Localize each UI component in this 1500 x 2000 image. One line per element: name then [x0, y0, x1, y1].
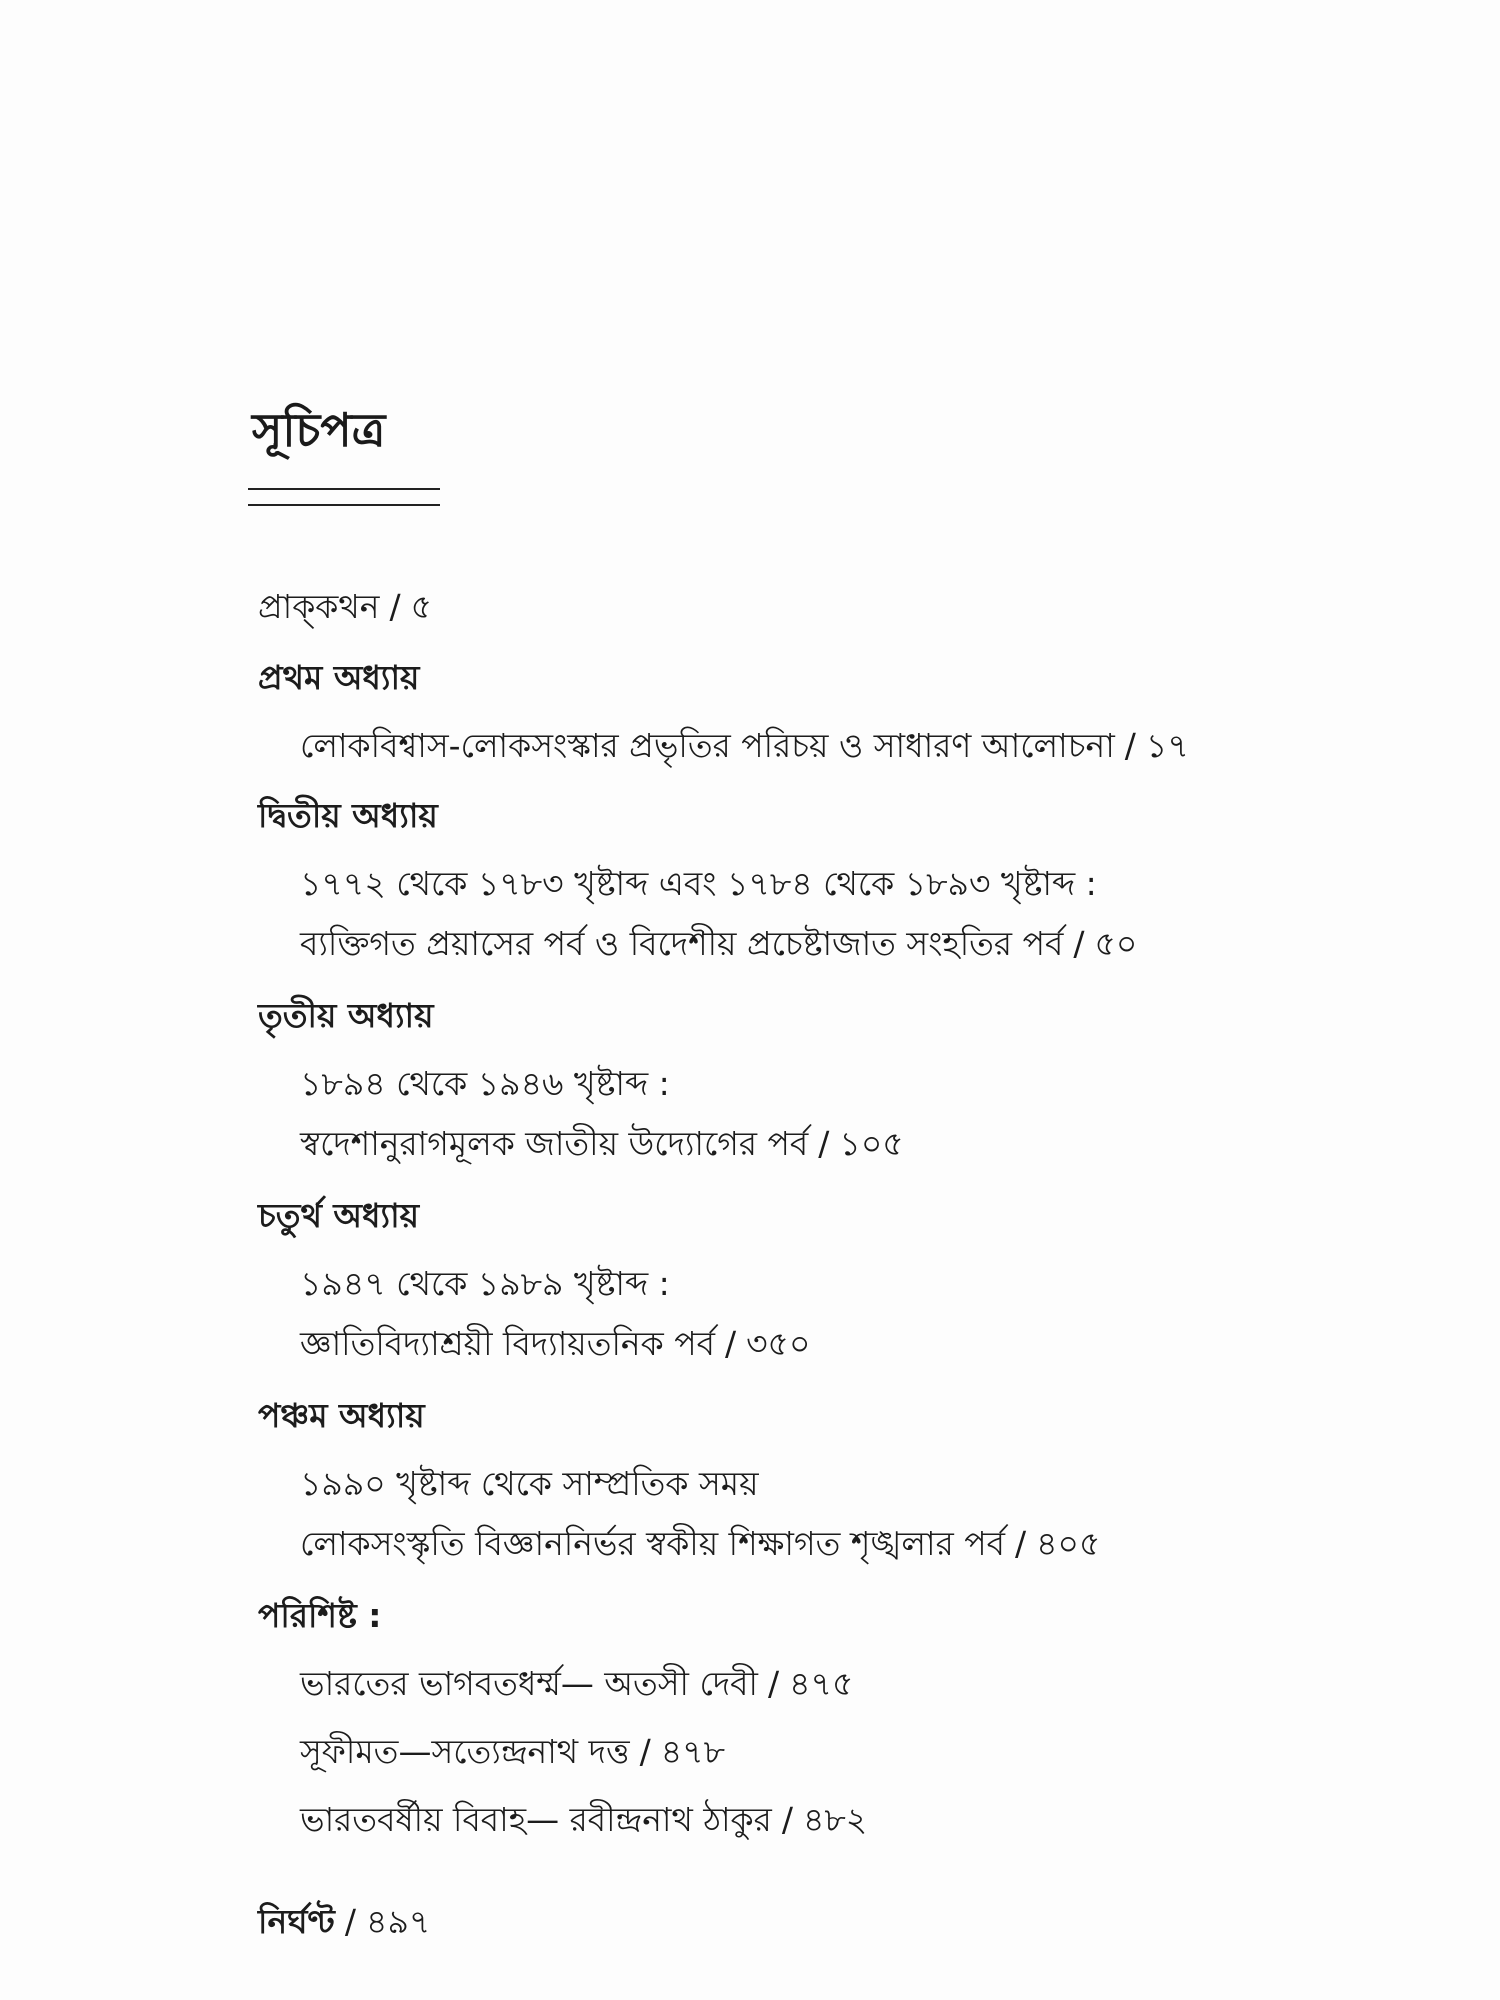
entry-separator: / — [344, 1902, 357, 1941]
toc-entry-chapter-1 — [300, 724, 1189, 768]
entry-label: ব্যক্তিগত প্রয়াসের পর্ব ও বিদেশীয় প্রচেষ্টাজাত সংহতির পর্ব — [300, 924, 1064, 963]
entry-label: লোকসংস্কৃতি বিজ্ঞাননির্ভর স্বকীয় শিক্ষাগত শৃঙ্খলার পর্ব — [300, 1524, 1005, 1563]
entry-separator: / — [724, 1324, 737, 1363]
chapter-heading-5: পঞ্চম অধ্যায় — [258, 1396, 425, 1435]
page-title: সূচিপত্র — [252, 403, 386, 457]
entry-label: নির্ঘণ্ট — [258, 1902, 335, 1941]
entry-separator: / — [639, 1732, 651, 1771]
appendix-heading: পরিশিষ্ট : — [258, 1596, 382, 1635]
entry-label: ভারতের ভাগবতধর্ম্ম— অতসী দেবী — [300, 1664, 758, 1703]
entry-page-number: ১০৫ — [839, 1124, 904, 1163]
entry-page-number: ৫ — [410, 587, 432, 626]
chapter-4-period: ১৯৪৭ থেকে ১৯৮৯ খৃষ্টাব্দ : — [300, 1264, 670, 1303]
toc-entry-chapter-5 — [300, 1522, 1100, 1566]
appendix-item — [300, 1662, 853, 1706]
entry-page-number: ৪৭৮ — [660, 1732, 726, 1771]
entry-separator: / — [767, 1664, 780, 1703]
entry-page-number: ৪৯৭ — [366, 1902, 431, 1941]
entry-separator: / — [781, 1800, 793, 1839]
entry-separator: / — [389, 587, 401, 626]
toc-entry-chapter-2 — [300, 922, 1137, 966]
entry-page-number: ৩৫০ — [746, 1324, 811, 1363]
appendix-item — [300, 1730, 725, 1774]
chapter-2-period: ১৭৭২ থেকে ১৭৮৩ খৃষ্টাব্দ এবং ১৭৮৪ থেকে ১৮৯৩ খৃষ্টাব্দ : — [300, 864, 1097, 903]
entry-label: প্রাক্‌কথন — [258, 587, 380, 626]
toc-entry-preface — [258, 585, 432, 629]
entry-label: লোকবিশ্বাস-লোকসংস্কার প্রভৃতির পরিচয় ও সাধারণ আলোচনা — [300, 726, 1115, 765]
entry-separator: / — [1124, 726, 1136, 765]
toc-entry-chapter-3 — [300, 1122, 904, 1166]
entry-label: সূফীমত—সত্যেন্দ্রনাথ দত্ত — [300, 1732, 630, 1771]
chapter-heading-2: দ্বিতীয় অধ্যায় — [258, 796, 438, 835]
entry-page-number: ৪৮২ — [802, 1800, 868, 1839]
chapter-5-period: ১৯৯০ খৃষ্টাব্দ থেকে সাম্প্রতিক সময় — [300, 1464, 759, 1503]
entry-label: ভারতবর্ষীয় বিবাহ— রবীন্দ্রনাথ ঠাকুর — [300, 1800, 772, 1839]
appendix-item — [300, 1798, 867, 1842]
chapter-heading-4: চতুর্থ অধ্যায় — [258, 1196, 420, 1235]
entry-separator: / — [818, 1124, 830, 1163]
toc-entry-index — [258, 1900, 430, 1944]
chapter-heading-1: প্রথম অধ্যায় — [258, 658, 420, 697]
entry-page-number: ৪৭৫ — [789, 1664, 854, 1703]
entry-separator: / — [1073, 924, 1085, 963]
toc-entry-chapter-4 — [300, 1322, 810, 1366]
chapter-3-period: ১৮৯৪ থেকে ১৯৪৬ খৃষ্টাব্দ : — [300, 1064, 670, 1103]
chapter-heading-3: তৃতীয় অধ্যায় — [258, 996, 434, 1035]
entry-page-number: ৪০৫ — [1036, 1524, 1101, 1563]
entry-page-number: ১৭ — [1145, 726, 1189, 765]
entry-page-number: ৫০ — [1094, 924, 1138, 963]
entry-separator: / — [1014, 1524, 1027, 1563]
entry-label: জ্ঞাতিবিদ্যাশ্রয়ী বিদ্যায়তনিক পর্ব — [300, 1324, 715, 1363]
entry-label: স্বদেশানুরাগমূলক জাতীয় উদ্যোগের পর্ব — [300, 1124, 809, 1163]
